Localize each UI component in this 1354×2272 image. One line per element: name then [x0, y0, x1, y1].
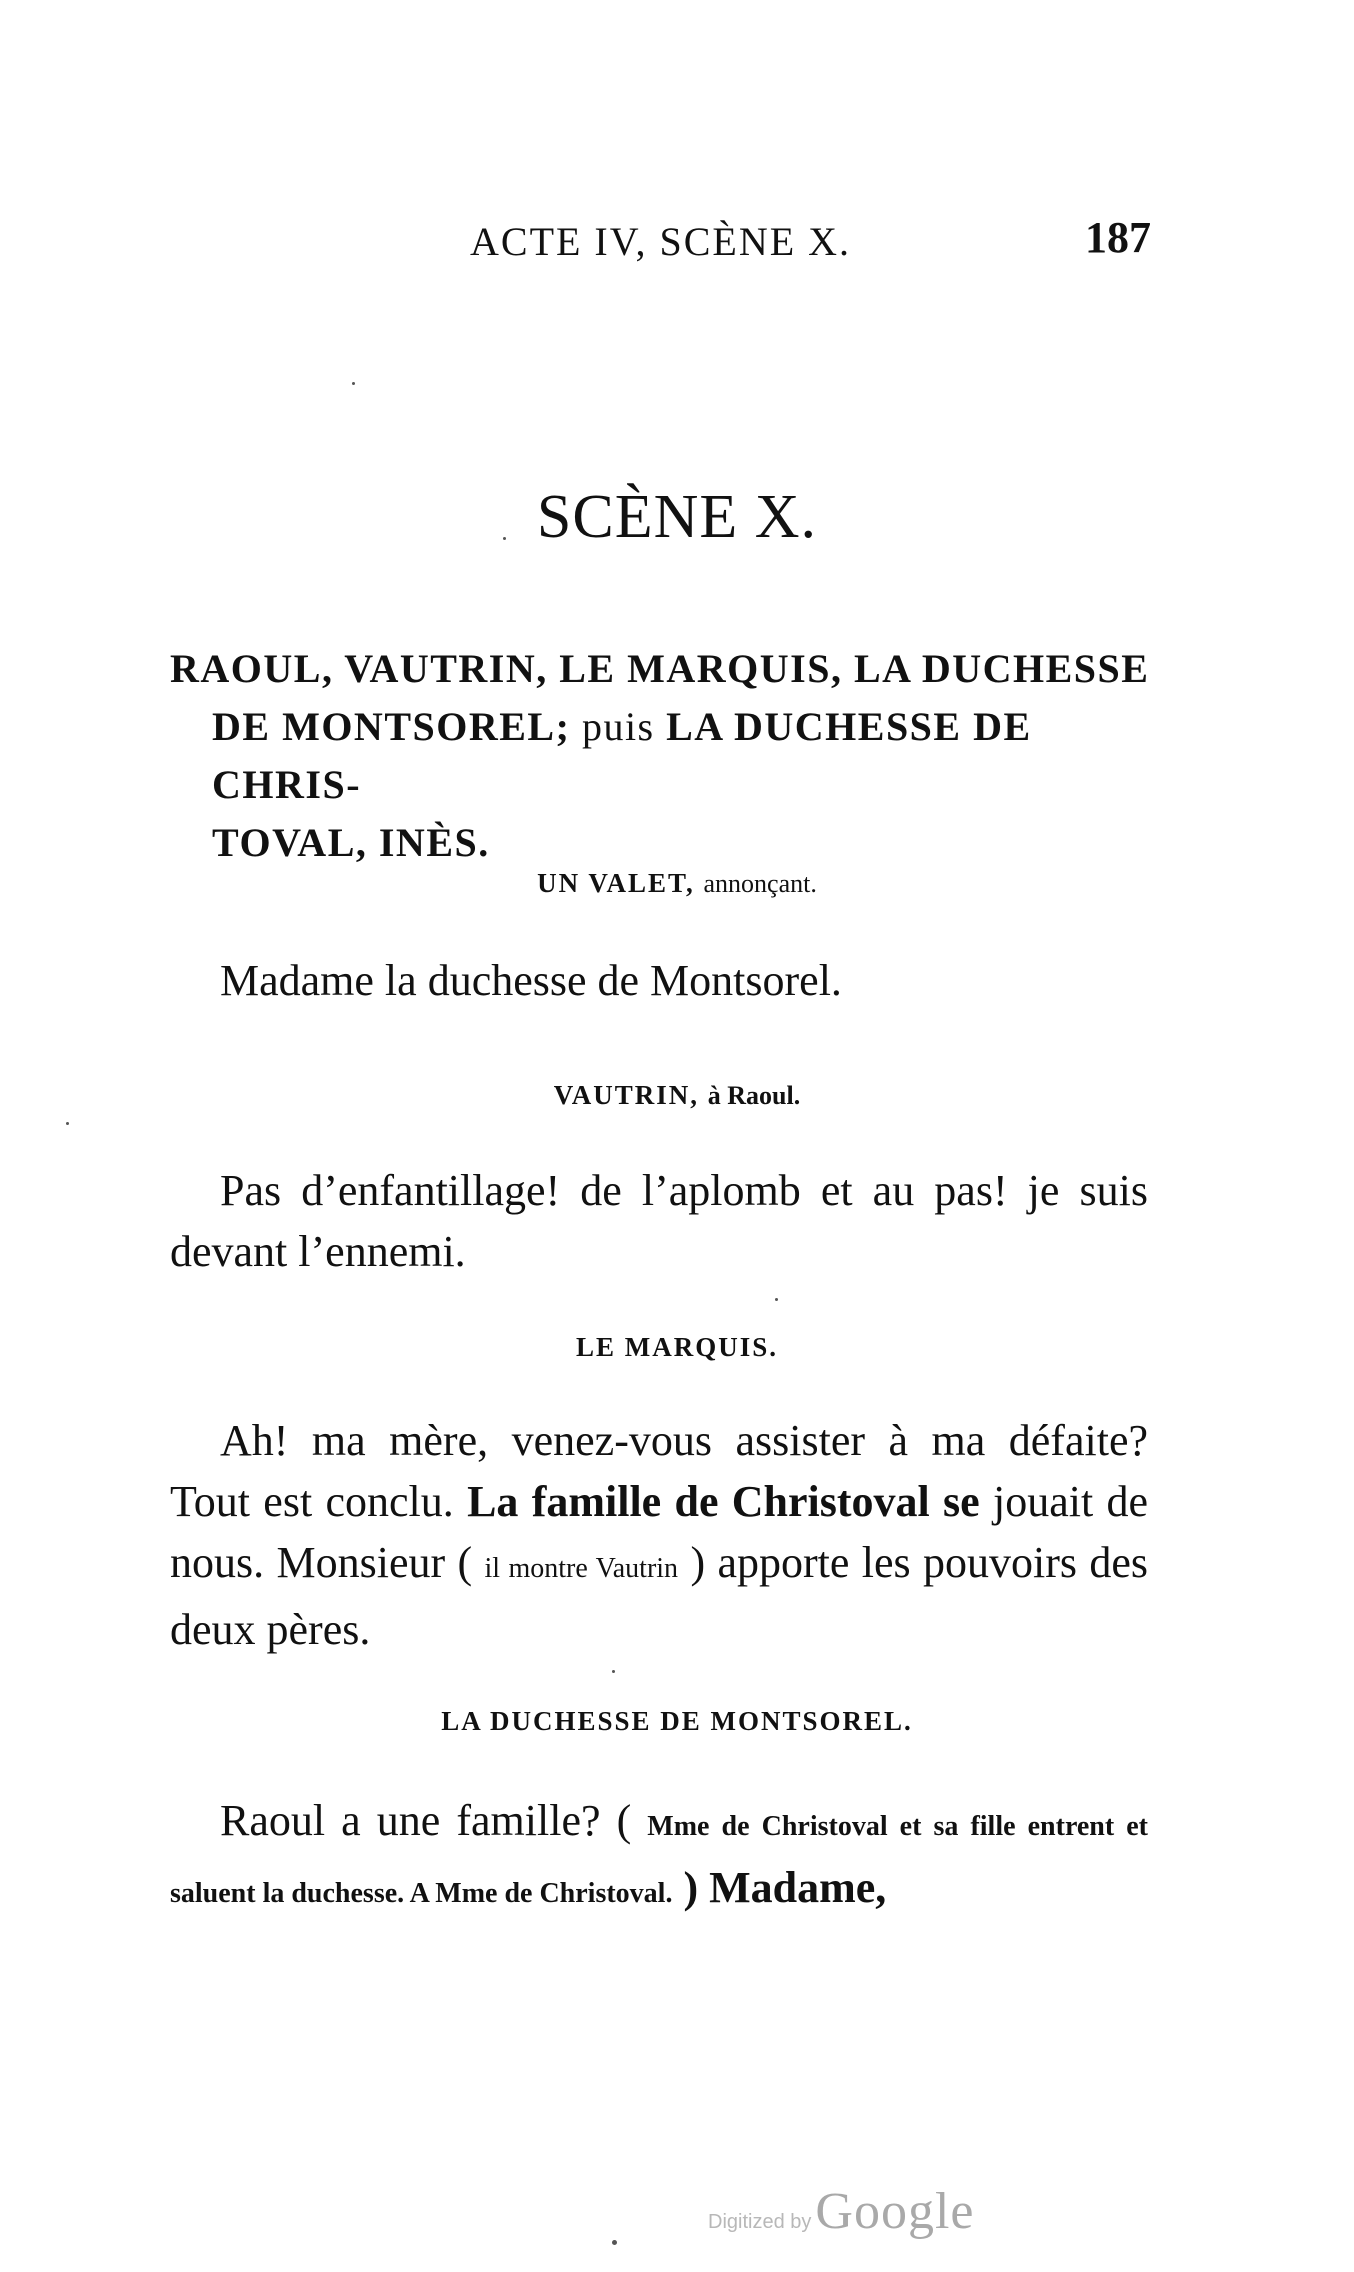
- scan-speck: [503, 537, 506, 540]
- speaker-name: VAUTRIN,: [553, 1080, 700, 1110]
- scan-speck: [612, 2240, 617, 2245]
- scan-speck: [66, 1122, 69, 1125]
- stage-direction: à Raoul.: [707, 1081, 801, 1110]
- speech-text: Madame la duchesse de Montsorel.: [220, 956, 842, 1005]
- speech-text: Raoul a une famille? (: [220, 1796, 632, 1845]
- running-head: ACTE IV, SCÈNE X.: [470, 219, 852, 264]
- speech-text: ) Madame,: [683, 1863, 887, 1912]
- speaker-name: LE MARQUIS.: [575, 1332, 779, 1362]
- stage-direction: il montre Vautrin: [484, 1553, 679, 1584]
- dramatis-line-3: TOVAL, INÈS.: [212, 820, 490, 865]
- google-logo-text: Google: [815, 2183, 975, 2240]
- speech-text: jouait de nous. Monsieur (: [170, 1477, 1149, 1587]
- scan-speck: [352, 382, 355, 385]
- speaker-name: LA DUCHESSE DE MONTSOREL.: [441, 1706, 913, 1736]
- dramatis-personae: [170, 640, 1170, 872]
- speaker-marquis: [0, 1332, 1354, 1363]
- scan-speck: [612, 1670, 615, 1673]
- dramatis-line-2a: DE MONTSOREL;: [212, 704, 571, 749]
- speaker-duchesse: [0, 1706, 1354, 1737]
- speaker-vautrin: [0, 1080, 1354, 1111]
- dramatis-line-2: [170, 698, 1170, 814]
- speaker-valet: [0, 868, 1354, 899]
- speech-text: Ah! ma mère, venez-vous assister à ma défaite? Tout est conclu.: [170, 1416, 1148, 1526]
- speech-marquis: [170, 1410, 1148, 1660]
- page-number: 187: [1085, 213, 1151, 262]
- speech-vautrin: [170, 1160, 1148, 1282]
- stage-direction: Mme de Christoval et sa fille entrent et saluent la duchesse. A Mme de Christoval.: [170, 1811, 1149, 1909]
- scene-title: SCÈNE X.: [536, 483, 818, 551]
- speech-text: ) apporte les pouvoirs des deux pères.: [170, 1538, 1149, 1654]
- digitized-by-google-watermark: [708, 2182, 974, 2241]
- dramatis-puis: puis: [581, 704, 655, 749]
- dramatis-line-2b: LA DUCHESSE DE CHRIS-: [212, 704, 1032, 807]
- speech-valet: [170, 950, 1148, 1011]
- speech-text: Pas d’enfantillage! de l’aplomb et au pas! je suis devant l’ennemi.: [170, 1166, 1148, 1276]
- dramatis-line-1: RAOUL, VAUTRIN, LE MARQUIS, LA DUCHESSE: [170, 646, 1150, 691]
- speaker-name: UN VALET,: [537, 868, 695, 898]
- speech-duchesse: [170, 1790, 1148, 1924]
- stage-direction: annonçant.: [703, 869, 817, 898]
- scan-speck: [775, 1298, 778, 1301]
- digitized-by-label: Digitized by: [708, 2211, 812, 2233]
- speech-text-bold: La famille de Christoval se: [467, 1477, 980, 1526]
